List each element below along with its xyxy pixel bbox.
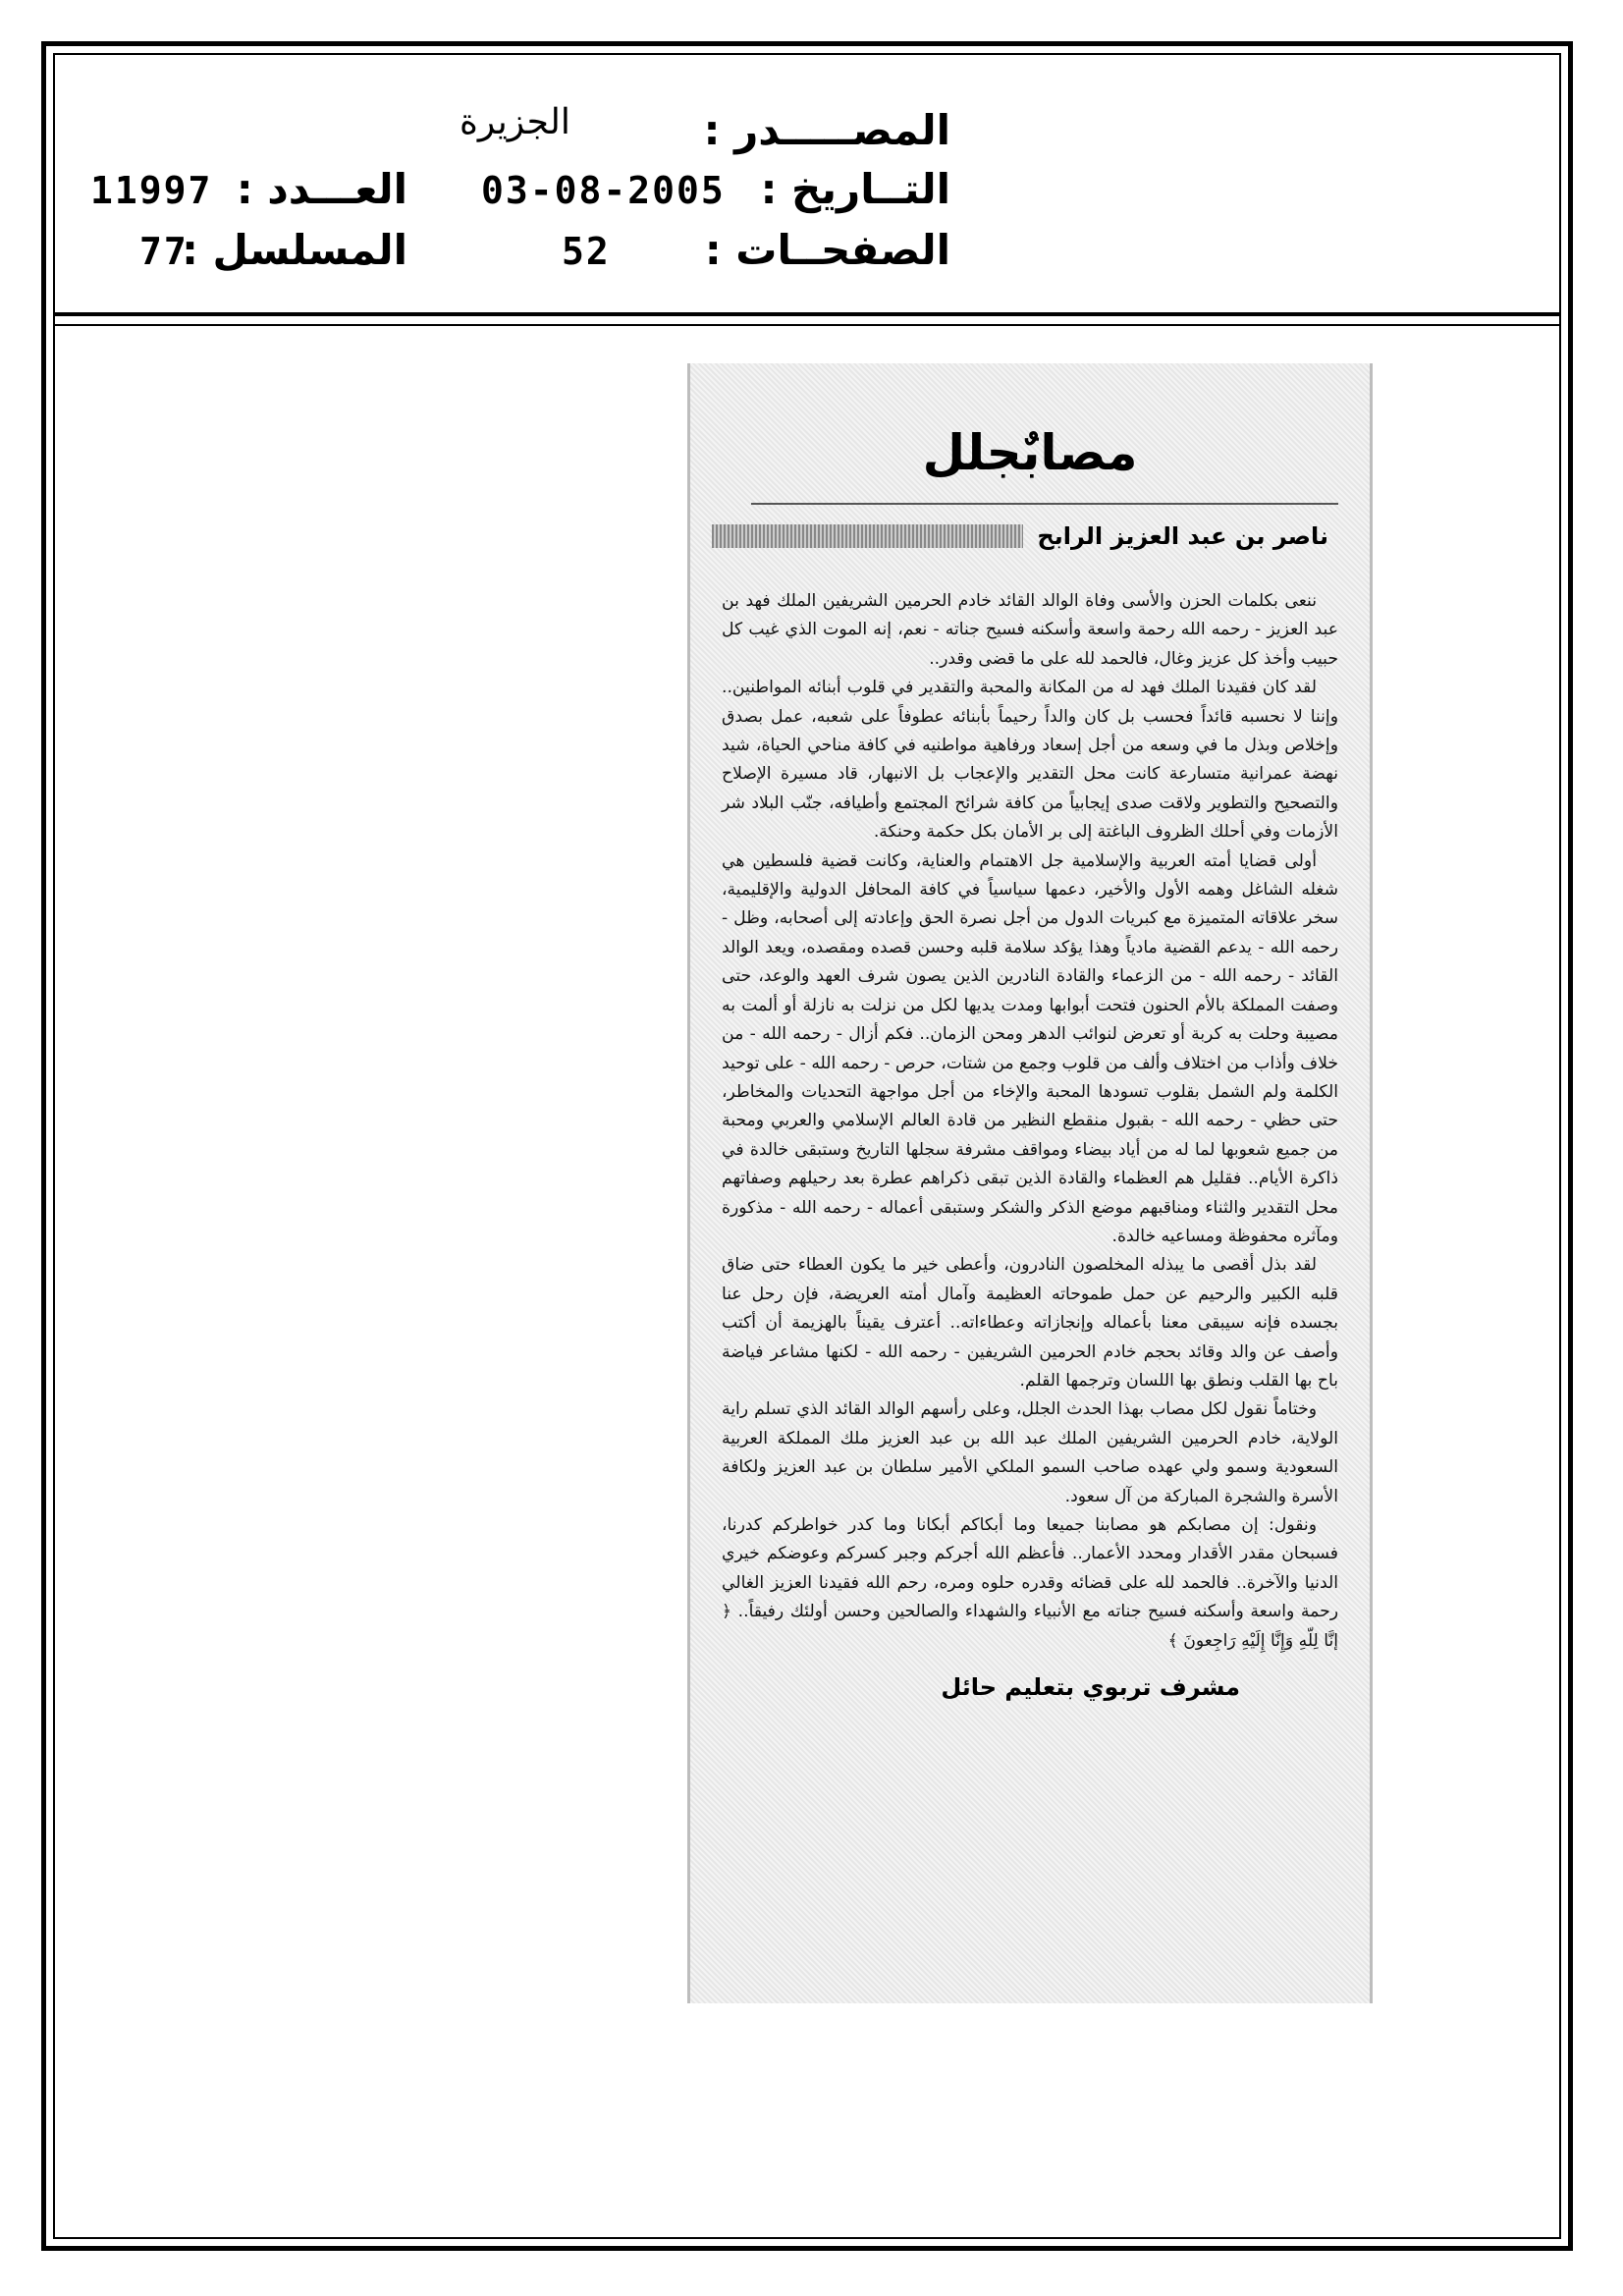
author-row	[712, 515, 1348, 558]
article-paragraph: أولى قضايا أمته العربية والإسلامية جل الاهتمام والعناية، وكانت قضية فلسطين هي شغله الشاغل وهمه الأول والأخير، دعمها سياسياً في كافة المحافل الدولية والإقليمية، سخر علاقاته المتميزة مع كبريات الدول من أجل نصرة الحق وإعادته إلى أصحابه، وظل - رحمه الله - يدعم القضية مادياً وهذا يؤكد سلامة قلبه وحسن قصده ومقصده، ويعد الوالد القائد - رحمه الله - من الزعماء والقادة النادرين الذين يصون شرف العهد والوعد، حتى وصفت المملكة بالأم الحنون فتحت أبوابها ومدت يديها لكل من نزلت به نازلة أو ألمت به مصيبة وحلت به كربة أو تعرض لنوائب الدهر ومحن الزمان.. فكم أزال - رحمه الله - من خلاف وأذاب من اختلاف وألف من قلوب وجمع من شتات، حرص - رحمه الله - على توحيد الكلمة ولم الشمل بقلوب تسودها المحبة والإخاء من أجل مواجهة التحديات والمخاطر، حتى حظي - رحمه الله - بقبول منقطع النظير من قادة العالم الإسلامي والعربي ومحبة من جميع شعوبها لما له من أياد بيضاء ومواقف مشرفة سجلها التاريخ وستبقى خالدة في ذاكرة الأيام.. فقليل هم العظماء والقادة الذين تبقى ذكراهم عطرة بعد رحيلهم وصفاتهم محل التقدير والثناء ومناقبهم موضع الذكر والشكر وستبقى أعماله - رحمه الله - مذكورة ومآثره محفوظة ومساعيه خالدة.	[721, 850, 1338, 1246]
article-paragraph: لقد بذل أقصى ما يبذله المخلصون النادرون، وأعطى خير ما يكون العطاء حتى ضاق قلبه الكبير والرحيم عن حمل طموحاته العظيمة وآمال أمته العريضة، فإن رحل عنا بجسده فإنه سيبقى معنا بأعماله وإنجازاته وعطاءاته.. أعترف يقيناً بالهزيمة أن أكتب وأصف عن والد وقائد بحجم خادم الحرمين الشريفين - رحمه الله - لكنها مشاعر فياضة باح بها القلب ونطق بها اللسان وترجمها القلم.	[722, 1255, 1338, 1391]
article-paragraph: ننعى بكلمات الحزن والأسى وفاة الوالد القائد خادم الحرمين الشريفين الملك فهد بن عبد العزيز - رحمه الله رحمة واسعة وأسكنه فسيح جناته - نعم، إنه الموت الذي غيب كل حبيب وأخذ كل عزيز وغال، فالحمد لله على ما قضى وقدر..	[722, 591, 1338, 669]
article-title: مصابٌجلل	[922, 424, 1138, 481]
clipping-content	[712, 383, 1348, 1984]
pages-value: 52	[562, 230, 611, 273]
source-value: الجزيرة	[460, 102, 570, 142]
pages-label: الصفحــات :	[704, 226, 950, 274]
newspaper-clipping	[687, 363, 1373, 2003]
author-bar	[712, 524, 1023, 548]
serial-label: المسلسل :	[182, 226, 407, 274]
article-paragraph: وختاماً نقول لكل مصاب بهذا الحدث الجلل، وعلى رأسهم الوالد القائد الذي تسلم راية الولاية، خادم الحرمين الشريفين الملك عبد الله بن عبد العزيز ملك المملكة العربية السعودية وسمو ولي عهده صاحب السمو الملكي الأمير سلطان بن عبد العزيز ولكافة الأسرة والشجرة المباركة من آل سعود.	[722, 1399, 1338, 1506]
issue-value: 11997	[90, 169, 213, 212]
article-body	[712, 587, 1348, 1656]
article-paragraph: لقد كان فقيدنا الملك فهد له من المكانة والمحبة والتقدير في قلوب أبنائه المواطنين.. وإننا لا نحسبه قائداً فحسب بل كان والداً رحيماً بأبنائه عطوفاً على شعبه، عمل بصدق وإخلاص وبذل ما في وسعه من أجل إسعاد ورفاهية مواطنيه في كافة مناحي الحياة، شيد نهضة عمرانية متسارعة كانت محل التقدير والإعجاب بل الانبهار، قاد مسيرة الإصلاح والتصحيح والتطوير ولاقت صدى إيجابياً من كافة شرائح المجتمع وأطيافه، جنّب البلاد شر الأزمات وفي أحلك الظروف الباغتة إلى بر الأمان بكل حكمة وحنكة.	[722, 678, 1338, 843]
header-divider-thick	[53, 312, 1561, 316]
issue-label: العـــدد :	[236, 165, 407, 213]
header-divider-thin	[53, 324, 1561, 326]
title-rule	[751, 503, 1338, 505]
article-signature: مشرف تربوي بتعليم حائل	[941, 1673, 1240, 1702]
serial-value: 77	[139, 230, 189, 273]
source-label: المصـــــدر :	[703, 106, 950, 154]
date-label: التــاريخ :	[760, 165, 950, 213]
date-value: 03-08-2005	[481, 169, 726, 212]
article-author: ناصر بن عبد العزيز الرابح	[1037, 522, 1328, 550]
article-paragraph: ونقول: إن مصابكم هو مصابنا جميعا وما أبكاكم أبكانا وما كدر خواطركم كدرنا، فسبحان مقدر الأقدار ومحدد الأعمار.. فأعظم الله أجركم وجبر كسركم وعوضكم خيري الدنيا والآخرة.. فالحمد لله على قضائه وقدره حلوه ومره، رحم الله فقيدنا العزيز الغالي رحمة واسعة وأسكنه فسيح جناته مع الأنبياء والشهداء والصالحين وحسن أولئك رفيقاً.. ﴿ إنَّا لِلّهِ وَإِنَّا إِلَيْهِ رَاجِعونَ ﴾	[722, 1515, 1338, 1651]
